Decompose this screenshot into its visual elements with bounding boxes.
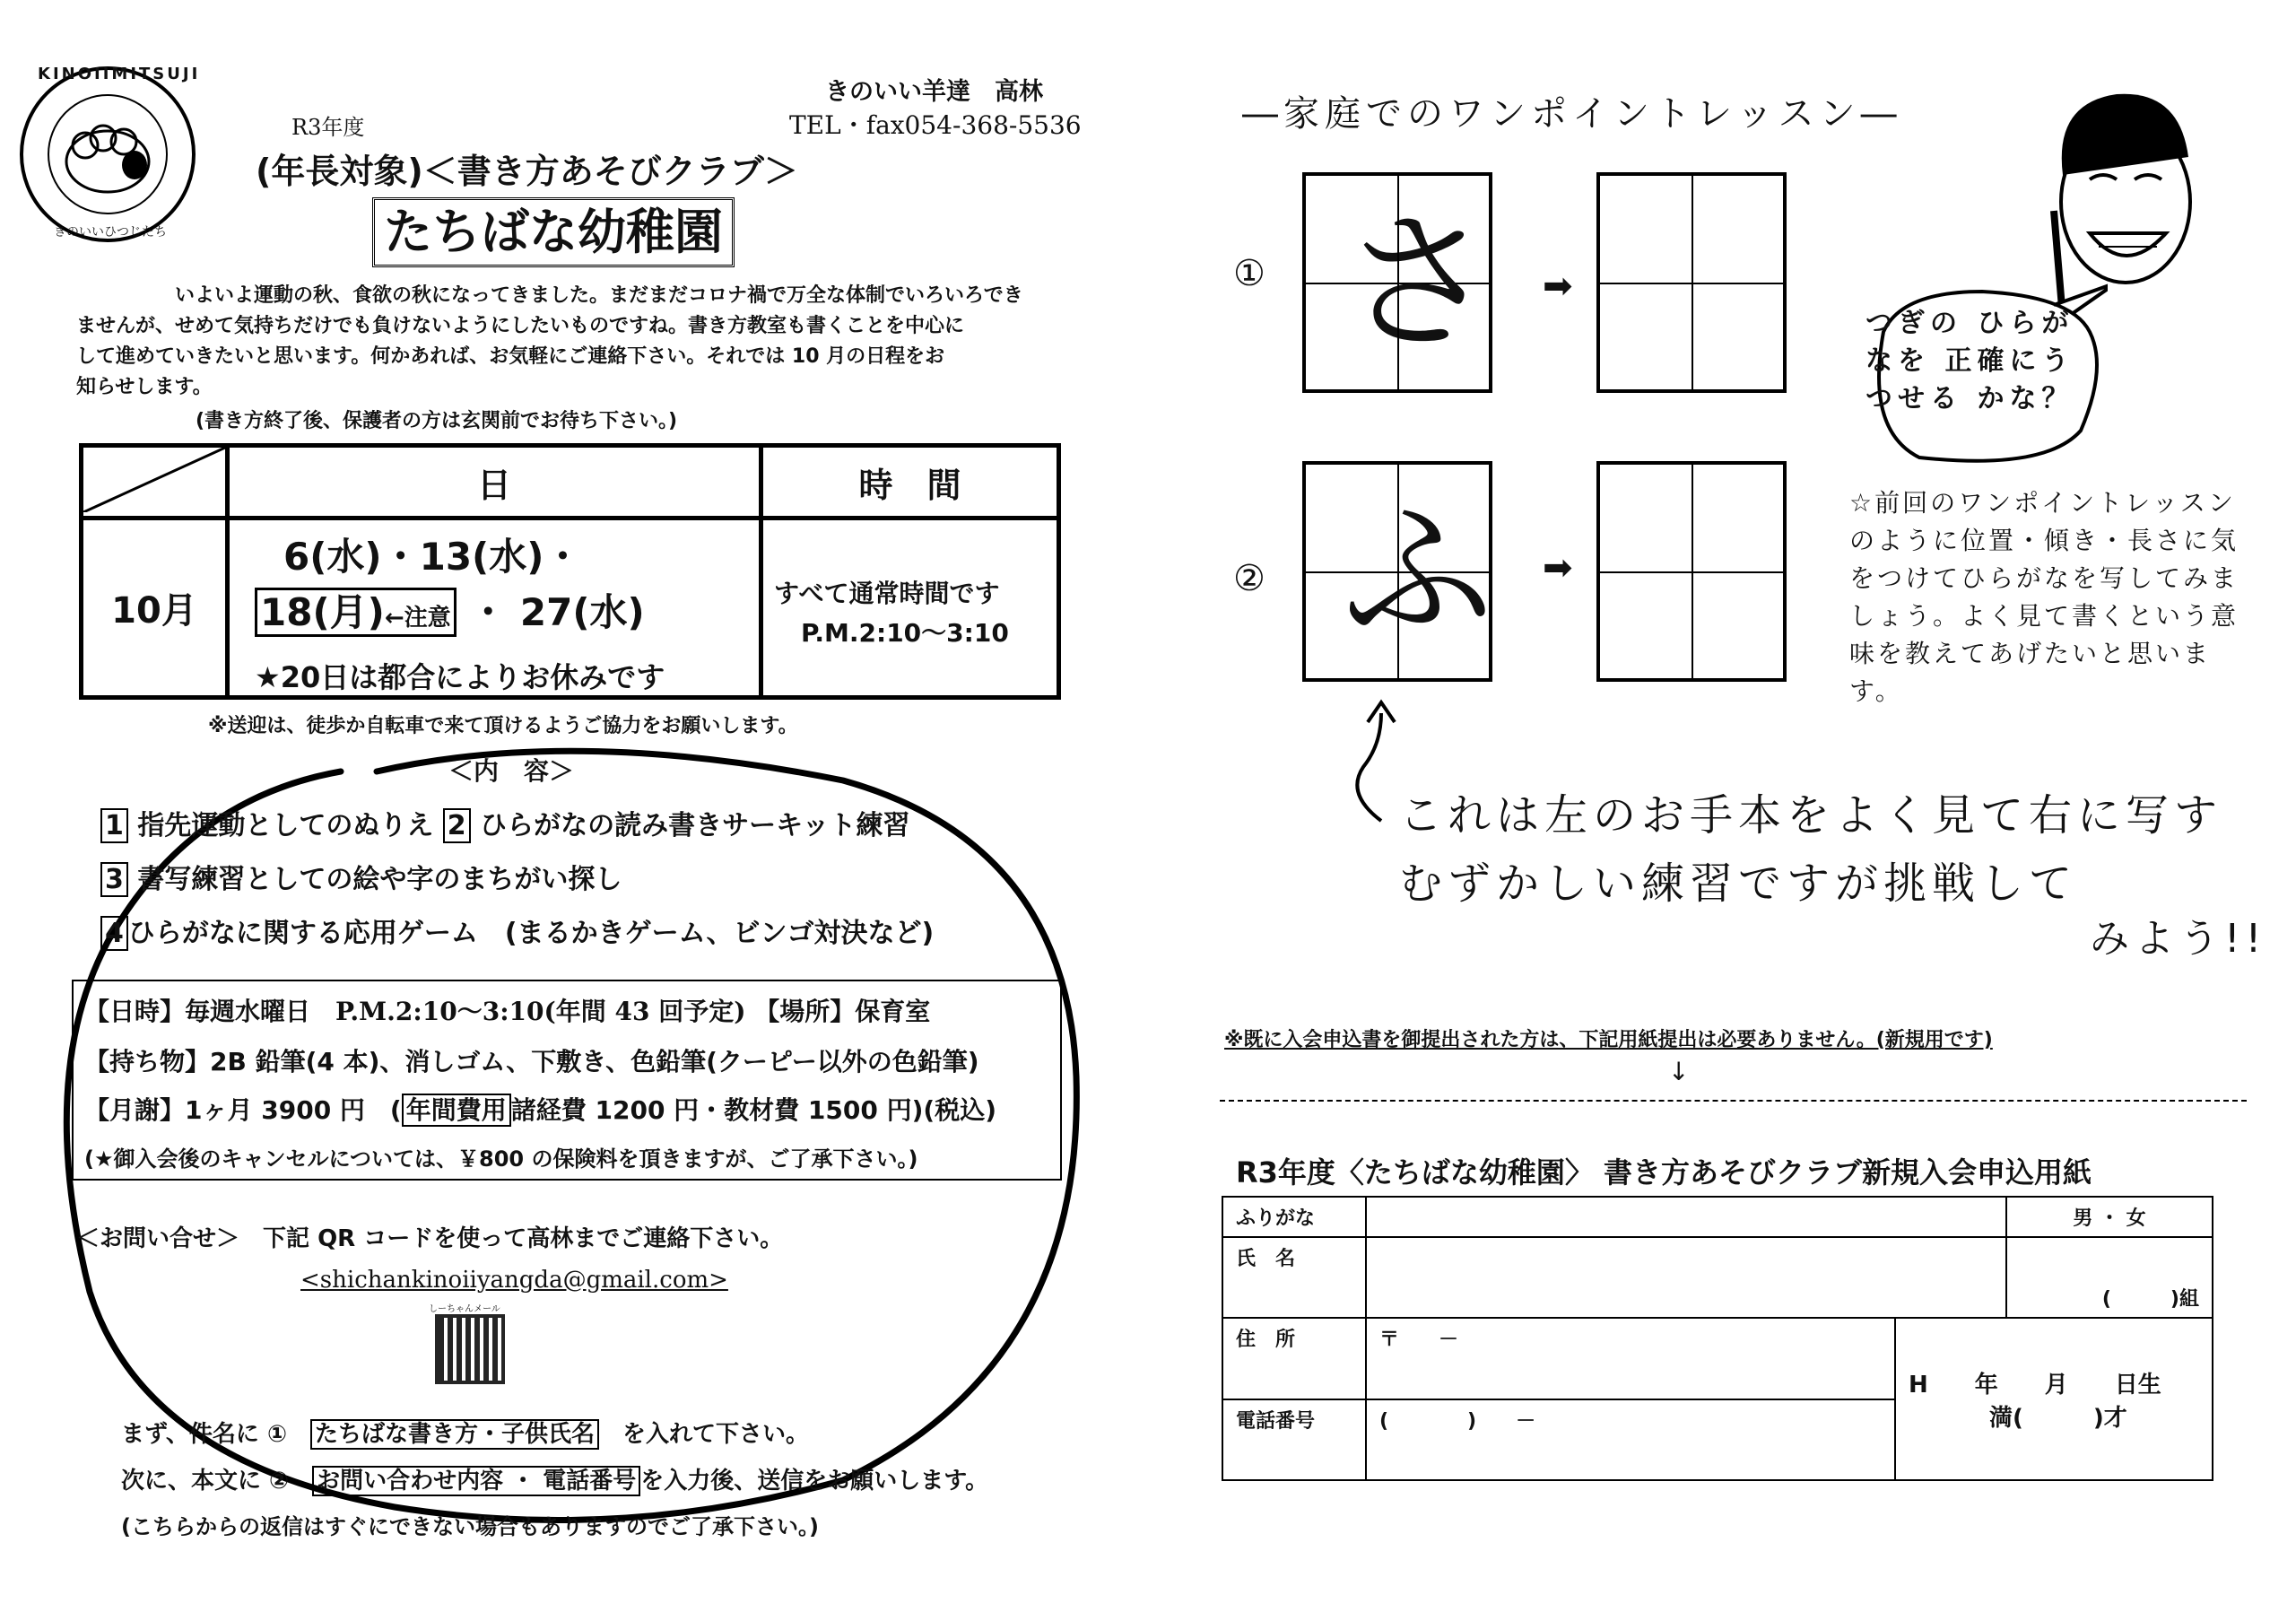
- dates-cell: [228, 519, 761, 698]
- sample-char-2: ふ: [1342, 484, 1495, 661]
- qr-code[interactable]: [435, 1314, 505, 1384]
- label-furigana: ふりがな: [1222, 1197, 1366, 1237]
- info-fee: 【月謝】1ヶ月 3900 円 ( 年間費用 諸経費 1200 円・教材費 1500 円)(税込): [84, 1095, 996, 1125]
- intro-line-2: ませんが、せめて気持ちだけでも負けないようにしたいものですね。書き方教室も書くことを中心に: [76, 315, 965, 337]
- caution-note: ←注意: [384, 605, 451, 632]
- input-address[interactable]: 〒 －: [1366, 1318, 1895, 1399]
- input-phone[interactable]: ( ) －: [1366, 1399, 1895, 1480]
- info-box: [72, 980, 1062, 1181]
- sheep-logo-icon: [18, 65, 197, 244]
- time-cell: [761, 519, 1059, 698]
- phone-fax: TEL・fax054-368-5536: [789, 110, 1082, 140]
- reply-note: (こちらからの返信はすぐにできない場合もありますのでご了承下さい。): [121, 1514, 819, 1539]
- intro-line-3: して進めていきたいと思います。何かあれば、お気軽にご連絡下さい。それでは 10 月の日程をお: [76, 345, 945, 368]
- practice-grid-2[interactable]: [1596, 461, 1787, 682]
- contents-title: ＜内 容＞: [448, 756, 575, 786]
- fiscal-year: R3年度: [291, 115, 365, 140]
- birth-field[interactable]: [1895, 1318, 2213, 1480]
- intro-line-1: いよいよ運動の秋、食欲の秋になってきました。まだまだコロナ禍で万全な体制でいろいろでき: [175, 284, 1023, 307]
- handwritten-line-2: むずかしい練習ですが挑戦して: [1399, 858, 2078, 909]
- sample-grid-1: [1302, 172, 1495, 393]
- content-item-4: [100, 911, 934, 950]
- bubble-text: つぎの ひらがなを 正確にうつせる かな？: [1866, 308, 2074, 414]
- item-number-3: 3: [100, 862, 128, 897]
- label-address: 住 所: [1222, 1318, 1366, 1399]
- item-text-1: 指先運動としてのぬりえ: [137, 810, 434, 841]
- item-number-4: 4: [100, 916, 128, 951]
- info-date: 【日時】毎週水曜日 P.M.2:10～3:10(年間 43 回予定) 【場所】保育室: [84, 997, 931, 1026]
- content-item-3: [100, 857, 622, 896]
- school-title: たちばな幼稚園: [372, 197, 735, 267]
- handwritten-line-1: これは左のお手本をよく見て右に写す: [1399, 790, 2223, 841]
- step-1: まず、件名に ① たちばな書き方・子供氏名 を入れて下さい。: [121, 1421, 810, 1448]
- logo-subtext: きのいいひつじたち: [54, 225, 167, 240]
- gender-field[interactable]: 男 ・ 女: [2006, 1197, 2213, 1237]
- qr-caption: しーちゃんメール: [429, 1304, 500, 1314]
- label-name: 氏 名: [1222, 1237, 1366, 1318]
- time-line-2: P.M.2:10～3:10: [801, 618, 1009, 648]
- date-27: ・ 27(水): [469, 590, 645, 634]
- item-text-3: 書写練習としての絵や字のまちがい探し: [137, 864, 622, 895]
- intro-note: (書き方終了後、保護者の方は玄関前でお待ち下さい。): [196, 410, 678, 432]
- logo-seal: [18, 65, 201, 244]
- practice-grid-1[interactable]: [1596, 172, 1787, 393]
- arrow-right-icon: ➡: [1543, 547, 1573, 588]
- lesson-number-2: ②: [1233, 558, 1265, 599]
- birth-date: H 年 月 日生: [1909, 1371, 2161, 1399]
- table-corner: [82, 446, 228, 519]
- page-subtitle: (年長対象)＜書き方あそびクラブ＞: [256, 152, 798, 191]
- logo-text: KINOIIMITSUJI: [38, 65, 201, 83]
- contact-email[interactable]: <shichankinoiiyangda@gmail.com>: [300, 1267, 728, 1294]
- info-belongings: 【持ち物】2B 鉛筆(4 本)、消しゴム、下敷き、色鉛筆(クーピー以外の色鉛筆): [84, 1047, 979, 1076]
- organizer: きのいい羊達 高林: [825, 78, 1043, 106]
- sample-grid-2: [1302, 461, 1495, 682]
- input-furigana[interactable]: [1366, 1197, 2006, 1237]
- arrow-right-icon: ➡: [1543, 266, 1573, 307]
- item-text-4: ひらがなに関する応用ゲーム (まるかきゲーム、ビンゴ対決など): [127, 918, 935, 949]
- item-number-1: 1: [100, 808, 128, 843]
- cut-line: [1220, 1100, 2247, 1102]
- date-18: 18(月): [260, 590, 385, 634]
- transport-note: ※送迎は、徒歩か自転車で来て頂けるようご協力をお願いします。: [208, 715, 798, 737]
- age-field: 満( )才: [1989, 1404, 2127, 1432]
- item-text-2: ひらがなの読み書きサーキット練習: [480, 810, 910, 841]
- lesson-note: ☆前回のワンポイントレッスンのように位置・傾き・長さに気をつけてひらがなを写してみましょう。よく見て書くという意味を教えてあげたいと思います。: [1849, 488, 2239, 706]
- holiday-note: ★20日は都合によりお休みです: [255, 660, 665, 694]
- dates-row-2: [255, 583, 645, 637]
- schedule-table: [79, 443, 1061, 700]
- form-title: R3年度〈たちばな幼稚園〉 書き方あそびクラブ新規入会申込用紙: [1236, 1155, 2092, 1190]
- step-2: 次に、本文に ② お問い合わせ内容 ・ 電話番号 を入力後、送信をお願いします。: [121, 1468, 989, 1495]
- dates-row-1: 6(水)・13(水)・: [283, 535, 582, 579]
- handwritten-line-3: みよう!!: [2090, 916, 2267, 962]
- class-field[interactable]: ( )組: [2006, 1237, 2213, 1318]
- intro-line-4: 知らせします。: [76, 376, 213, 398]
- diagonal-line-icon: [83, 448, 225, 512]
- label-phone: 電話番号: [1222, 1399, 1366, 1480]
- lesson-title: ―家庭でのワンポイントレッスン―: [1242, 93, 1902, 135]
- header-day: 日: [228, 446, 761, 519]
- content-item-1: [100, 803, 910, 842]
- contact-line: ＜お問い合せ＞ 下記 QR コードを使って高林までご連絡下さい。: [76, 1225, 784, 1252]
- time-line-1: すべて通常時間です: [774, 579, 1000, 608]
- sample-char-1: さ: [1342, 195, 1495, 372]
- application-form: [1222, 1196, 2213, 1481]
- date-18-boxed: [255, 588, 457, 637]
- lesson-number-1: ①: [1233, 253, 1265, 294]
- info-cancel: (★御入会後のキャンセルについては、￥800 の保険料を頂きますが、ご了承下さい。): [84, 1146, 918, 1172]
- input-name[interactable]: [1366, 1237, 2006, 1318]
- form-notice: ※既に入会申込書を御提出された方は、下記用紙提出は必要ありません。(新規用です): [1224, 1029, 1993, 1051]
- month-cell: 10月: [82, 519, 228, 698]
- item-number-2: 2: [443, 808, 471, 843]
- down-arrow-icon: ↓: [1668, 1057, 1690, 1086]
- header-time: 時 間: [761, 446, 1059, 519]
